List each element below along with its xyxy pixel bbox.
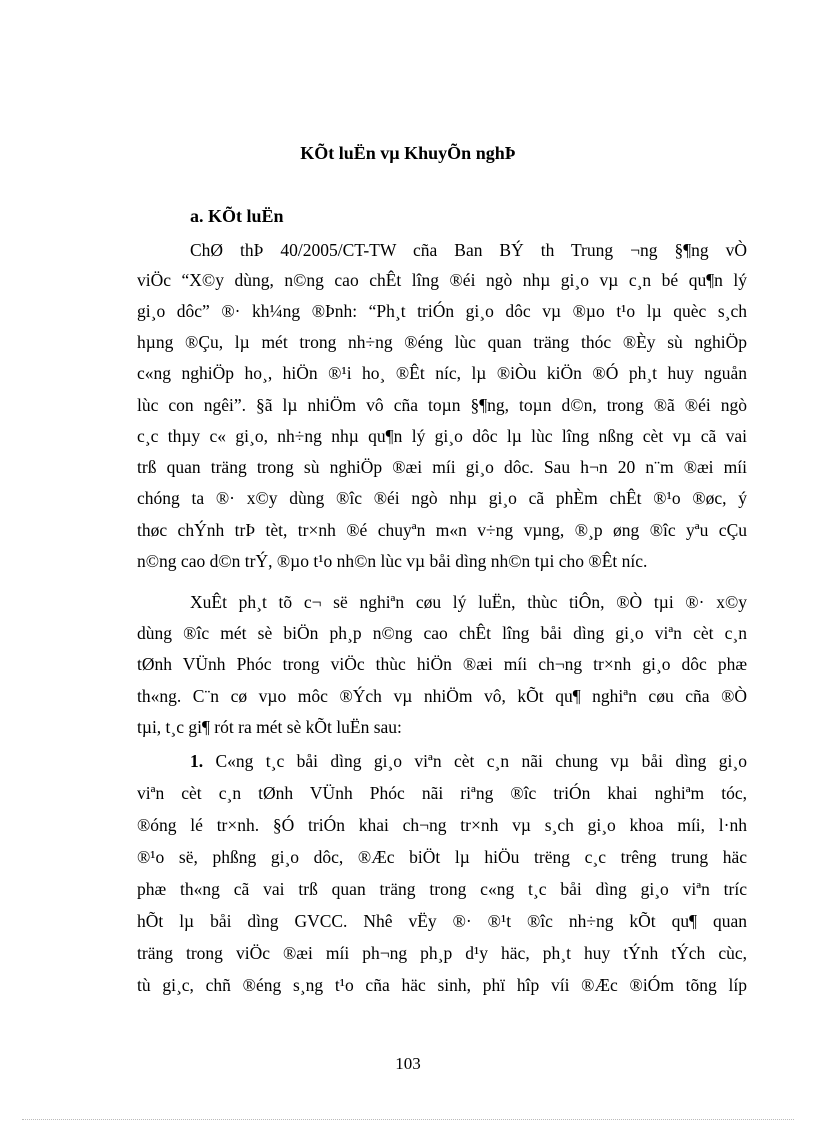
paragraph-line: hµng ®Çu, lµ mét trong nh÷ng ®éng lùc quan träng thóc ®Èy sù nghiÖp <box>137 332 747 352</box>
paragraph-line: viÖc “X©y dùng, n©ng cao chÊt lîng ®éi ngò nhµ gi¸o vµ c¸n bé qu¶n lý <box>137 270 747 290</box>
paragraph-line: hÕt lµ båi dìng GVCC. Nhê vËy ®· ®¹t ®îc nh÷ng kÕt qu¶ quan <box>137 911 747 931</box>
paragraph-line: thøc chÝnh trÞ tèt, tr×nh ®é chuyªn m«n v÷ng vµng, ®¸p øng ®îc yªu cÇu <box>137 520 747 540</box>
paragraph-line: gi¸o dôc” ®· kh¼ng ®Þnh: “Ph¸t triÓn gi¸o dôc vµ ®µo t¹o lµ quèc s¸ch <box>137 301 747 321</box>
paragraph-line: ®¹o së, phßng gi¸o dôc, ®Æc biÖt lµ hiÖu trëng c¸c trêng trung häc <box>137 847 747 867</box>
paragraph-line: ®óng lé tr×nh. §Ó triÓn khai ch¬ng tr×nh vµ s¸ch gi¸o khoa míi, l·nh <box>137 815 747 835</box>
paragraph-line: c«ng nghiÖp ho¸, hiÖn ®¹i ho¸ ®Êt níc, lµ ®iÒu kiÖn ®Ó ph¸t huy nguån <box>137 363 747 383</box>
paragraph-line: tù gi¸c, chñ ®éng s¸ng t¹o cña häc sinh, phï hîp víi ®Æc ®iÓm tõng líp <box>137 975 747 995</box>
paragraph-line: c¸c thµy c« gi¸o, nh÷ng nhµ qu¶n lý gi¸o dôc lµ lùc lîng nßng cèt vµ cã vai <box>137 426 747 446</box>
paragraph-line: viªn cèt c¸n tØnh VÜnh Phóc nãi riªng ®îc triÓn khai nghiªm tóc, <box>137 783 747 803</box>
section-heading: a. KÕt luËn <box>190 206 284 226</box>
numbered-item-line <box>190 751 747 771</box>
page-number: 103 <box>395 1054 421 1073</box>
paragraph-line: chóng ta ®· x©y dùng ®îc ®éi ngò nhµ gi¸o cã phÈm chÊt ®¹o ®øc, ý <box>137 488 747 508</box>
paragraph-line: lùc con ngêi”. §ã lµ nhiÖm vô cña toµn §¶ng, toµn d©n, trong ®ã ®éi ngò <box>137 395 747 415</box>
footer-divider <box>22 1119 794 1120</box>
item-number: 1. <box>190 751 204 771</box>
paragraph-line: ChØ thÞ 40/2005/CT-TW cña Ban BÝ th Trung ¬ng §¶ng vÒ <box>190 240 747 260</box>
paragraph-line: trß quan träng trong sù nghiÖp ®æi míi gi¸o dôc. Sau h¬n 20 n¨m ®æi míi <box>137 457 747 477</box>
paragraph-line: th«ng. C¨n cø vµo môc ®Ých vµ nhiÖm vô, kÕt qu¶ nghiªn cøu cña ®Ò <box>137 686 747 706</box>
paragraph-line: n©ng cao d©n trÝ, ®µo t¹o nh©n lùc vµ båi dìng nh©n tµi cho ®Êt níc. <box>137 551 648 571</box>
paragraph-line: tµi, t¸c gi¶ rót ra mét sè kÕt luËn sau: <box>137 717 402 737</box>
document-title: KÕt luËn vµ KhuyÕn nghÞ <box>300 143 516 163</box>
item-text: C«ng t¸c båi dìng gi¸o viªn cèt c¸n nãi chung vµ båi dìng gi¸o <box>215 751 747 771</box>
paragraph-line: phæ th«ng cã vai trß quan träng trong c«ng t¸c båi dìng gi¸o viªn tríc <box>137 879 747 899</box>
paragraph-line: dùng ®îc mét sè biÖn ph¸p n©ng cao chÊt lîng båi dìng gi¸o viªn cèt c¸n <box>137 623 747 643</box>
paragraph-line: träng trong viÖc ®æi míi ph¬ng ph¸p d¹y häc, ph¸t huy tÝnh tÝch cùc, <box>137 943 747 963</box>
paragraph-line: tØnh VÜnh Phóc trong viÖc thùc hiÖn ®æi míi ch¬ng tr×nh gi¸o dôc phæ <box>137 654 747 674</box>
paragraph-line: XuÊt ph¸t tõ c¬ së nghiªn cøu lý luËn, thùc tiÔn, ®Ò tµi ®· x©y <box>190 592 747 612</box>
